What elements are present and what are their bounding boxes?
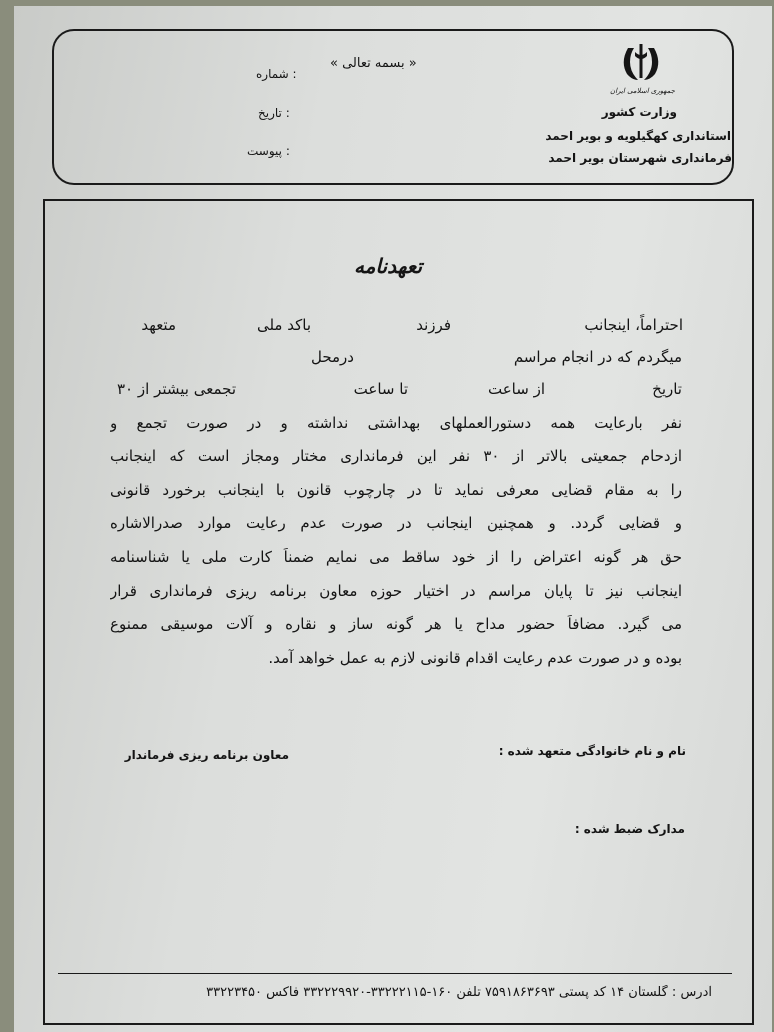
to-hour-label: تا ساعت bbox=[353, 380, 408, 398]
ministry-name: وزارت کشور bbox=[601, 105, 677, 119]
province-office: استانداری کهگیلویه و بویر احمد bbox=[545, 129, 731, 143]
respect-phrase: احتراماً، اینجانب bbox=[584, 316, 683, 334]
child-of-label: فرزند bbox=[416, 316, 451, 334]
footer-divider bbox=[58, 973, 732, 974]
date-field-label: تاریخ bbox=[652, 380, 682, 398]
basmala: « بسمه تعالی » bbox=[330, 56, 417, 71]
from-hour-label: از ساعت bbox=[488, 380, 545, 398]
paragraph-line: بوده و در صورت عدم رعایت اقدام قانونی لازم به عمل خواهد آمد. bbox=[268, 649, 682, 667]
date-label: تاریخ : bbox=[258, 106, 290, 120]
gathering-limit: تجمعی بیشتر از ۳۰ bbox=[117, 380, 236, 398]
deputy-title: معاون برنامه ریزی فرماندار bbox=[124, 748, 289, 762]
paragraph-line: نفر بارعایت همه دستورالعملهای بهداشتی نداشته و در صورت تجمع و bbox=[110, 414, 682, 432]
attachment-label: پیوست : bbox=[247, 144, 290, 158]
location-label: درمحل bbox=[310, 348, 354, 366]
paragraph-line: اینجانب نیز تا پایان مراسم در اختیار حوزه معاون برنامه ریزی فرمانداری قرار bbox=[110, 582, 682, 600]
emblem-caption: جمهوری اسلامی ایران bbox=[610, 87, 675, 95]
seized-documents-label: مدارک ضبط شده : bbox=[574, 822, 685, 836]
paragraph-line: و قضایی گردد. و همچنین اینجانب در صورت عدم رعایت موارد صدرالاشاره bbox=[110, 514, 682, 532]
document-title: تعهدنامه bbox=[353, 254, 423, 278]
county-office: فرمانداری شهرستان بویر احمد bbox=[548, 151, 732, 165]
iran-emblem-icon bbox=[618, 40, 664, 86]
committed-person-label: نام و نام خانوادگی متعهد شده : bbox=[498, 744, 686, 758]
paragraph-line: حق هر گونه اعتراض را از خود ساقط می نمایم ضمناً کارت ملی یا شناسنامه bbox=[110, 548, 682, 566]
ceremony-phrase: میگردم که در انجام مراسم bbox=[513, 348, 682, 366]
paragraph-line: می گیرد. مضافاً حضور مداح یا هر گونه ساز و نقاره و آلات موسیقی ممنوع bbox=[110, 615, 682, 633]
paragraph-line: ازدحام جمعیتی بالاتر از ۳۰ نفر این فرمانداری مختار ومجاز است که اینجانب bbox=[110, 447, 682, 465]
number-label: شماره : bbox=[256, 67, 297, 81]
footer-address: آدرس : گلستان ۱۴ کد پستی ۷۵۹۱۸۶۳۶۹۳ تلفن ۱۶۰-۳۳۲۲۲۱۱۵-۳۳۲۲۲۹۹۲۰ فاکس ۳۳۲۲۳۴۵۰ bbox=[206, 985, 712, 1000]
committed-label: متعهد bbox=[141, 316, 176, 334]
paragraph-line: را به مقام قضایی معرفی نماید تا در چارچوب قانون با اینجانب برخورد قانونی bbox=[110, 481, 682, 499]
national-code-label: باکد ملی bbox=[256, 316, 311, 334]
